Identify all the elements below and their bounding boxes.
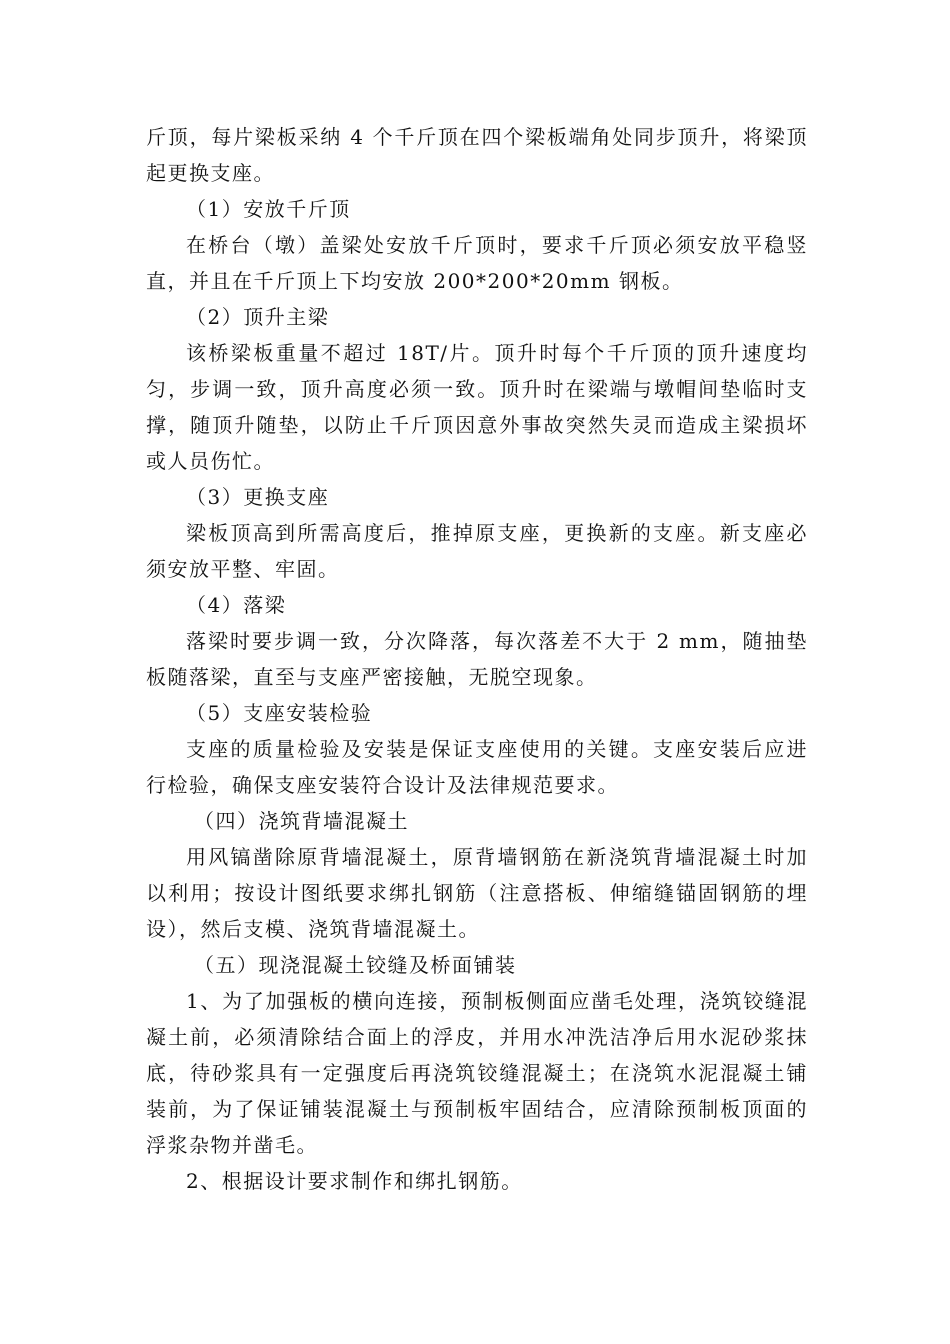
heading-hinge-joint-deck: （五）现浇混凝土铰缝及桥面铺装 (194, 953, 517, 977)
heading-replace-bearing: （3）更换支座 (186, 485, 330, 509)
heading-install-jacks: （1）安放千斤顶 (186, 197, 351, 221)
paragraph-hinge-joint-2: 2、根据设计要求制作和绑扎钢筋。 (186, 1169, 523, 1193)
document-body (146, 119, 808, 1199)
heading-lift-girder: （2）顶升主梁 (186, 305, 330, 329)
paragraph-hinge-joint-1: 1、为了加强板的横向连接，预制板侧面应凿毛处理，浇筑铰缝混凝土前，必须清除结合面上的浮皮，并用水冲洗洁净后用水泥砂浆抹底，待砂浆具有一定强度后再浇筑铰缝混凝土；在浇筑水泥混凝土铺装前，为了保证铺装混凝土与预制板牢固结合，应清除预制板顶面的浮浆杂物并凿毛。 (146, 989, 808, 1157)
heading-back-wall-concrete: （四）浇筑背墙混凝土 (194, 809, 409, 833)
paragraph-lift-girder: 该桥梁板重量不超过 18T/片。顶升时每个千斤顶的顶升速度均匀，步调一致，顶升高度必须一致。顶升时在梁端与墩帽间垫临时支撑，随顶升随垫，以防止千斤顶因意外事故突然失灵而造成主梁损坏或人员伤忙。 (146, 341, 808, 473)
paragraph-lower-girder: 落梁时要步调一致，分次降落，每次落差不大于 2 mm，随抽垫板随落梁，直至与支座严密接触，无脱空现象。 (146, 629, 808, 689)
paragraph-install-jacks: 在桥台（墩）盖梁处安放千斤顶时，要求千斤顶必须安放平稳竖直，并且在千斤顶上下均安放 200*200*20mm 钢板。 (146, 233, 808, 293)
heading-bearing-inspection: （5）支座安装检验 (186, 701, 373, 725)
paragraph-back-wall-concrete: 用风镐凿除原背墙混凝土，原背墙钢筋在新浇筑背墙混凝土时加以利用；按设计图纸要求绑扎钢筋（注意搭板、伸缩缝锚固钢筋的埋设），然后支模、浇筑背墙混凝土。 (146, 845, 808, 941)
paragraph-bearing-inspection: 支座的质量检验及安装是保证支座使用的关键。支座安装后应进行检验，确保支座安装符合设计及法律规范要求。 (146, 737, 808, 797)
heading-lower-girder: （4）落梁 (186, 593, 287, 617)
paragraph-continuation: 斤顶，每片梁板采纳 4 个千斤顶在四个梁板端角处同步顶升，将梁顶起更换支座。 (146, 125, 808, 185)
paragraph-replace-bearing: 梁板顶高到所需高度后，推掉原支座，更换新的支座。新支座必须安放平整、牢固。 (146, 521, 808, 581)
